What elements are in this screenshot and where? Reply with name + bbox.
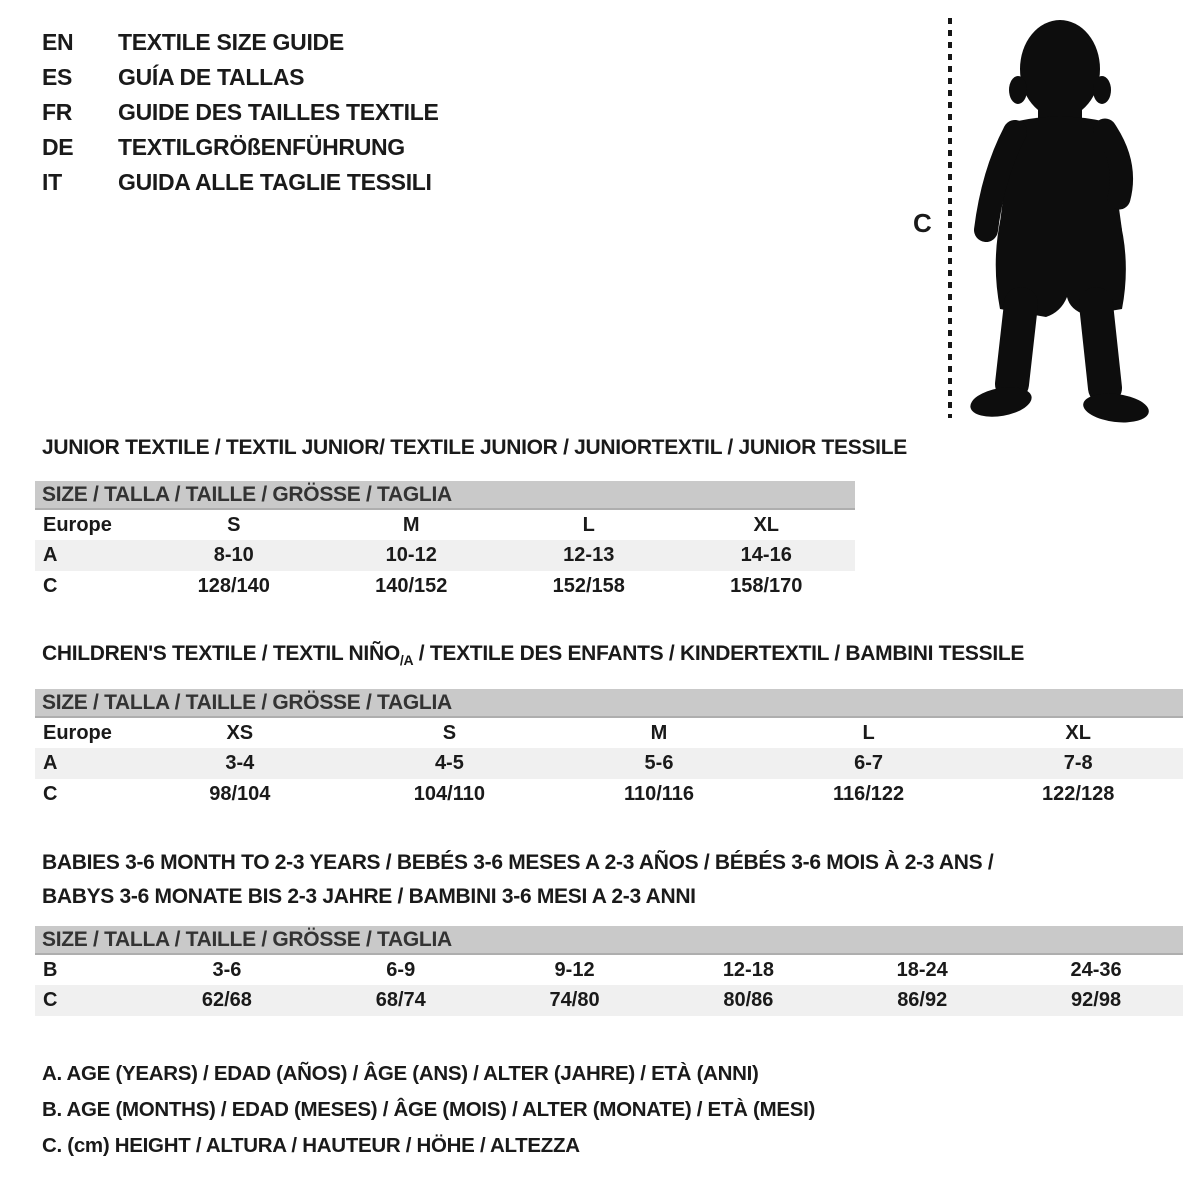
lang-row-es <box>42 60 439 95</box>
row-label: C <box>43 575 58 597</box>
lang-row-it <box>42 165 439 200</box>
babies-size-header-row <box>35 926 1183 954</box>
babies-section-title <box>42 846 993 914</box>
babies-size-header: SIZE / TALLA / TAILLE / GRÖSSE / TAGLIA <box>35 926 1183 954</box>
cell: 24-36 <box>1070 958 1122 981</box>
language-title-list <box>42 25 439 200</box>
children-title-post: / TEXTILE DES ENFANTS / KINDERTEXTIL / BAMBINI TESSILE <box>413 642 1025 665</box>
cell: 74/80 <box>488 985 662 1016</box>
table-row <box>35 571 855 602</box>
cell: 12-13 <box>500 540 678 571</box>
cell: XL <box>753 513 780 536</box>
cell: 104/110 <box>413 783 485 805</box>
cell: 3-4 <box>135 748 345 779</box>
lang-code-es: ES <box>42 64 73 90</box>
children-title-pre: CHILDREN'S TEXTILE / TEXTIL NIÑO <box>42 642 400 665</box>
cell: 4-5 <box>345 748 555 779</box>
row-label: B <box>43 958 58 981</box>
lang-row-fr <box>42 95 439 130</box>
cell: 86/92 <box>835 985 1009 1016</box>
legend-line-c: C. (cm) HEIGHT / ALTURA / HAUTEUR / HÖHE / ALTEZZA <box>42 1134 580 1157</box>
children-title-subscript: /A <box>399 652 414 669</box>
height-dashed-line <box>948 18 952 418</box>
lang-code-it: IT <box>42 169 62 195</box>
lang-title-en: TEXTILE SIZE GUIDE <box>118 29 344 55</box>
cell: 158/170 <box>730 575 803 597</box>
children-size-table <box>35 689 1183 810</box>
lang-title-de: TEXTILGRÖßENFÜHRUNG <box>118 134 405 160</box>
lang-code-de: DE <box>42 134 74 160</box>
cell: S <box>227 513 241 536</box>
cell: S <box>442 721 457 744</box>
cell: 80/86 <box>661 985 835 1016</box>
table-row <box>35 779 1183 810</box>
lang-row-en <box>42 25 439 60</box>
cell: 6-7 <box>764 748 974 779</box>
cell: 92/98 <box>1009 985 1183 1016</box>
children-size-header: SIZE / TALLA / TAILLE / GRÖSSE / TAGLIA <box>35 689 1183 717</box>
cell: 98/104 <box>209 783 271 805</box>
cell: 116/122 <box>832 783 905 805</box>
lang-title-fr: GUIDE DES TAILLES TEXTILE <box>118 99 439 125</box>
cell: XL <box>1065 721 1091 744</box>
table-row <box>35 717 1183 748</box>
cell: 3-6 <box>212 958 242 981</box>
junior-size-header: SIZE / TALLA / TAILLE / GRÖSSE / TAGLIA <box>35 481 855 509</box>
cell: 5-6 <box>554 748 764 779</box>
table-row <box>35 509 855 540</box>
lang-title-it: GUIDA ALLE TAGLIE TESSILI <box>118 169 432 195</box>
cell: M <box>402 513 420 536</box>
cell: 62/68 <box>140 985 314 1016</box>
cell: 14-16 <box>678 540 856 571</box>
toddler-silhouette-icon <box>955 12 1150 427</box>
children-section-title <box>42 642 1024 668</box>
cell: 18-24 <box>896 958 948 981</box>
row-label: C <box>35 985 140 1016</box>
cell: XS <box>226 721 254 744</box>
cell: 9-12 <box>554 958 595 981</box>
table-row <box>35 954 1183 985</box>
lang-row-de <box>42 130 439 165</box>
row-label: Europe <box>43 721 112 744</box>
cell: 8-10 <box>145 540 323 571</box>
cell: 128/140 <box>197 575 270 597</box>
row-label: C <box>43 783 58 805</box>
junior-size-table <box>35 481 855 602</box>
cell: 122/128 <box>1042 783 1115 805</box>
row-label: A <box>35 540 145 571</box>
lang-code-en: EN <box>42 29 74 55</box>
junior-section-title: JUNIOR TEXTILE / TEXTIL JUNIOR/ TEXTILE JUNIOR / JUNIORTEXTIL / JUNIOR TESSILE <box>42 436 907 459</box>
row-label: Europe <box>43 513 112 536</box>
children-size-header-row <box>35 689 1183 717</box>
table-row <box>35 748 1183 779</box>
cell: 6-9 <box>386 958 416 981</box>
cell: L <box>582 513 595 536</box>
cell: 110/116 <box>623 783 695 805</box>
lang-title-es: GUÍA DE TALLAS <box>118 64 305 90</box>
junior-size-header-row <box>35 481 855 509</box>
cell: 152/158 <box>552 575 625 597</box>
cell: 10-12 <box>323 540 501 571</box>
legend-line-a: A. AGE (YEARS) / EDAD (AÑOS) / ÂGE (ANS) / ALTER (JAHRE) / ETÀ (ANNI) <box>42 1062 759 1085</box>
cell: 7-8 <box>973 748 1183 779</box>
babies-title-line1: BABIES 3-6 MONTH TO 2-3 YEARS / BEBÉS 3-6 MESES A 2-3 AÑOS / BÉBÉS 3-6 MOIS À 2-3 ANS / <box>42 851 994 874</box>
cell: 12-18 <box>722 958 774 981</box>
measurement-legend <box>42 1062 815 1170</box>
cell: 68/74 <box>314 985 488 1016</box>
table-row <box>35 540 855 571</box>
cell: L <box>862 721 875 744</box>
babies-size-table <box>35 926 1183 1016</box>
cell: 140/152 <box>375 575 448 597</box>
legend-line-b: B. AGE (MONTHS) / EDAD (MESES) / ÂGE (MOIS) / ALTER (MONATE) / ETÀ (MESI) <box>42 1098 816 1121</box>
height-measure-label: C <box>913 208 932 238</box>
row-label: A <box>35 748 135 779</box>
babies-title-line2: BABYS 3-6 MONATE BIS 2-3 JAHRE / BAMBINI 3-6 MESI A 2-3 ANNI <box>42 885 696 908</box>
cell: M <box>650 721 668 744</box>
table-row <box>35 985 1183 1016</box>
lang-code-fr: FR <box>42 99 73 125</box>
